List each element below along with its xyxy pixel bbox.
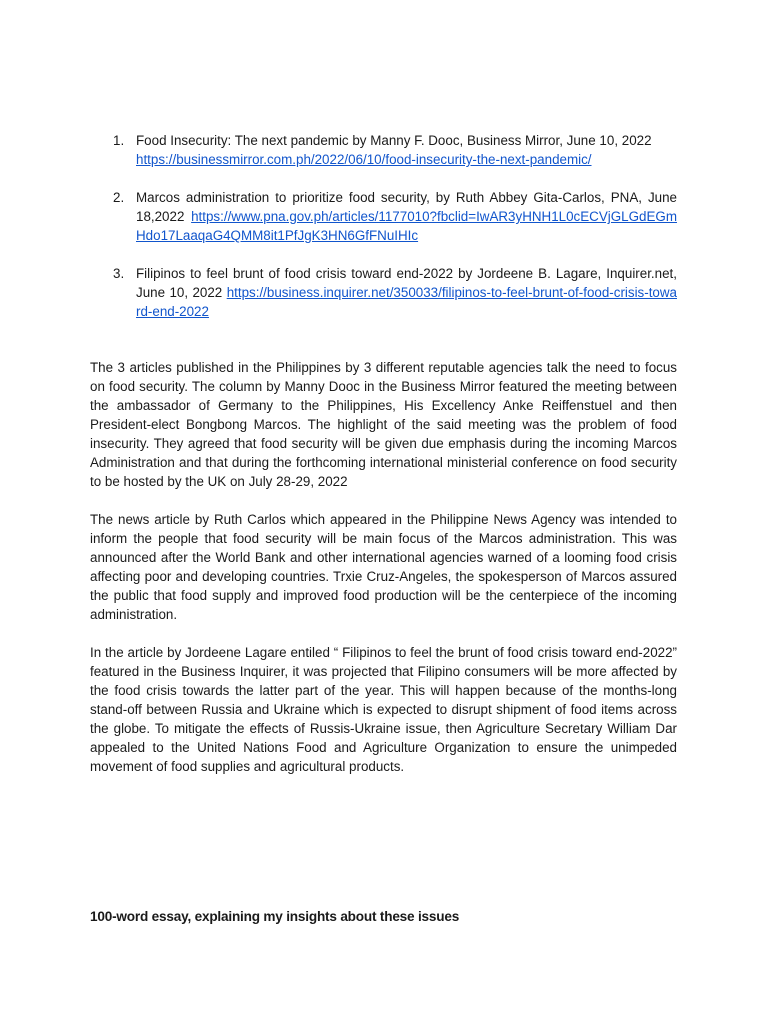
reference-item bbox=[100, 188, 677, 245]
reference-number: 2. bbox=[113, 190, 125, 205]
summary-paragraph: The news article by Ruth Carlos which appeared in the Philippine News Agency was intended to inform the people that food security will be main focus of the Marcos administration. This was announced after the World Bank and other international agencies warned of a looming food crisis affecting poor and developing countries. Trxie Cruz-Angeles, the spokesperson of Marcos assured the public that food supply and improved food production will be the centerpiece of the incoming administration. bbox=[90, 512, 677, 622]
summary-paragraph: The 3 articles published in the Philippines by 3 different reputable agencies talk the need to focus on food security. The column by Manny Dooc in the Business Mirror featured the meeting between the ambassador of Germany to the Philippines, His Excellency Anke Reiffenstuel and then President-elect Bongbong Marcos. The highlight of the said meeting was the problem of food insecurity. They agreed that food security will be given due emphasis during the incoming Marcos Administration and that during the forthcoming international ministerial conference on food security to be hosted by the UK on July 28-29, 2022 bbox=[90, 360, 677, 489]
essay-heading: 100-word essay, explaining my insights about these issues bbox=[90, 909, 460, 924]
reference-item bbox=[100, 131, 677, 169]
reference-list bbox=[100, 131, 677, 340]
reference-link[interactable]: https://www.pna.gov.ph/articles/1177010?fbclid=IwAR3yHNH1L0cECVjGLGdEGmHdo17LaaqaG4QMM8it1PfJgK3HN6GfFNuIHIc bbox=[136, 209, 677, 243]
reference-link[interactable]: https://businessmirror.com.ph/2022/06/10/food-insecurity-the-next-pandemic/ bbox=[136, 152, 592, 167]
reference-item bbox=[100, 264, 677, 321]
reference-citation: Filipinos to feel brunt of food crisis toward end-2022 by Jordeene B. Lagare, Inquirer.net, June 10, 2022 bbox=[136, 266, 677, 300]
reference-citation: Food Insecurity: The next pandemic by Manny F. Dooc, Business Mirror, June 10, 2022 bbox=[136, 133, 652, 148]
reference-citation: Marcos administration to prioritize food security, by Ruth Abbey Gita-Carlos, PNA, June 18,2022 bbox=[136, 190, 677, 224]
reference-link[interactable]: https://business.inquirer.net/350033/filipinos-to-feel-brunt-of-food-crisis-toward-end-2022 bbox=[136, 285, 677, 319]
reference-number: 3. bbox=[113, 266, 125, 281]
reference-number: 1. bbox=[113, 133, 125, 148]
article-summaries bbox=[90, 358, 677, 795]
summary-paragraph: In the article by Jordeene Lagare entiled “ Filipinos to feel the brunt of food crisis toward end-2022” featured in the Business Inquirer, it was projected that Filipino consumers will be more affected by the food crisis towards the latter part of the year. This will happen because of the months-long stand-off between Russia and Ukraine which is expected to disrupt shipment of food items across the globe. To mitigate the effects of Russis-Ukraine issue, then Agriculture Secretary William Dar appealed to the United Nations Food and Agriculture Organization to ensure the unimpeded movement of food supplies and agricultural products. bbox=[90, 645, 677, 774]
